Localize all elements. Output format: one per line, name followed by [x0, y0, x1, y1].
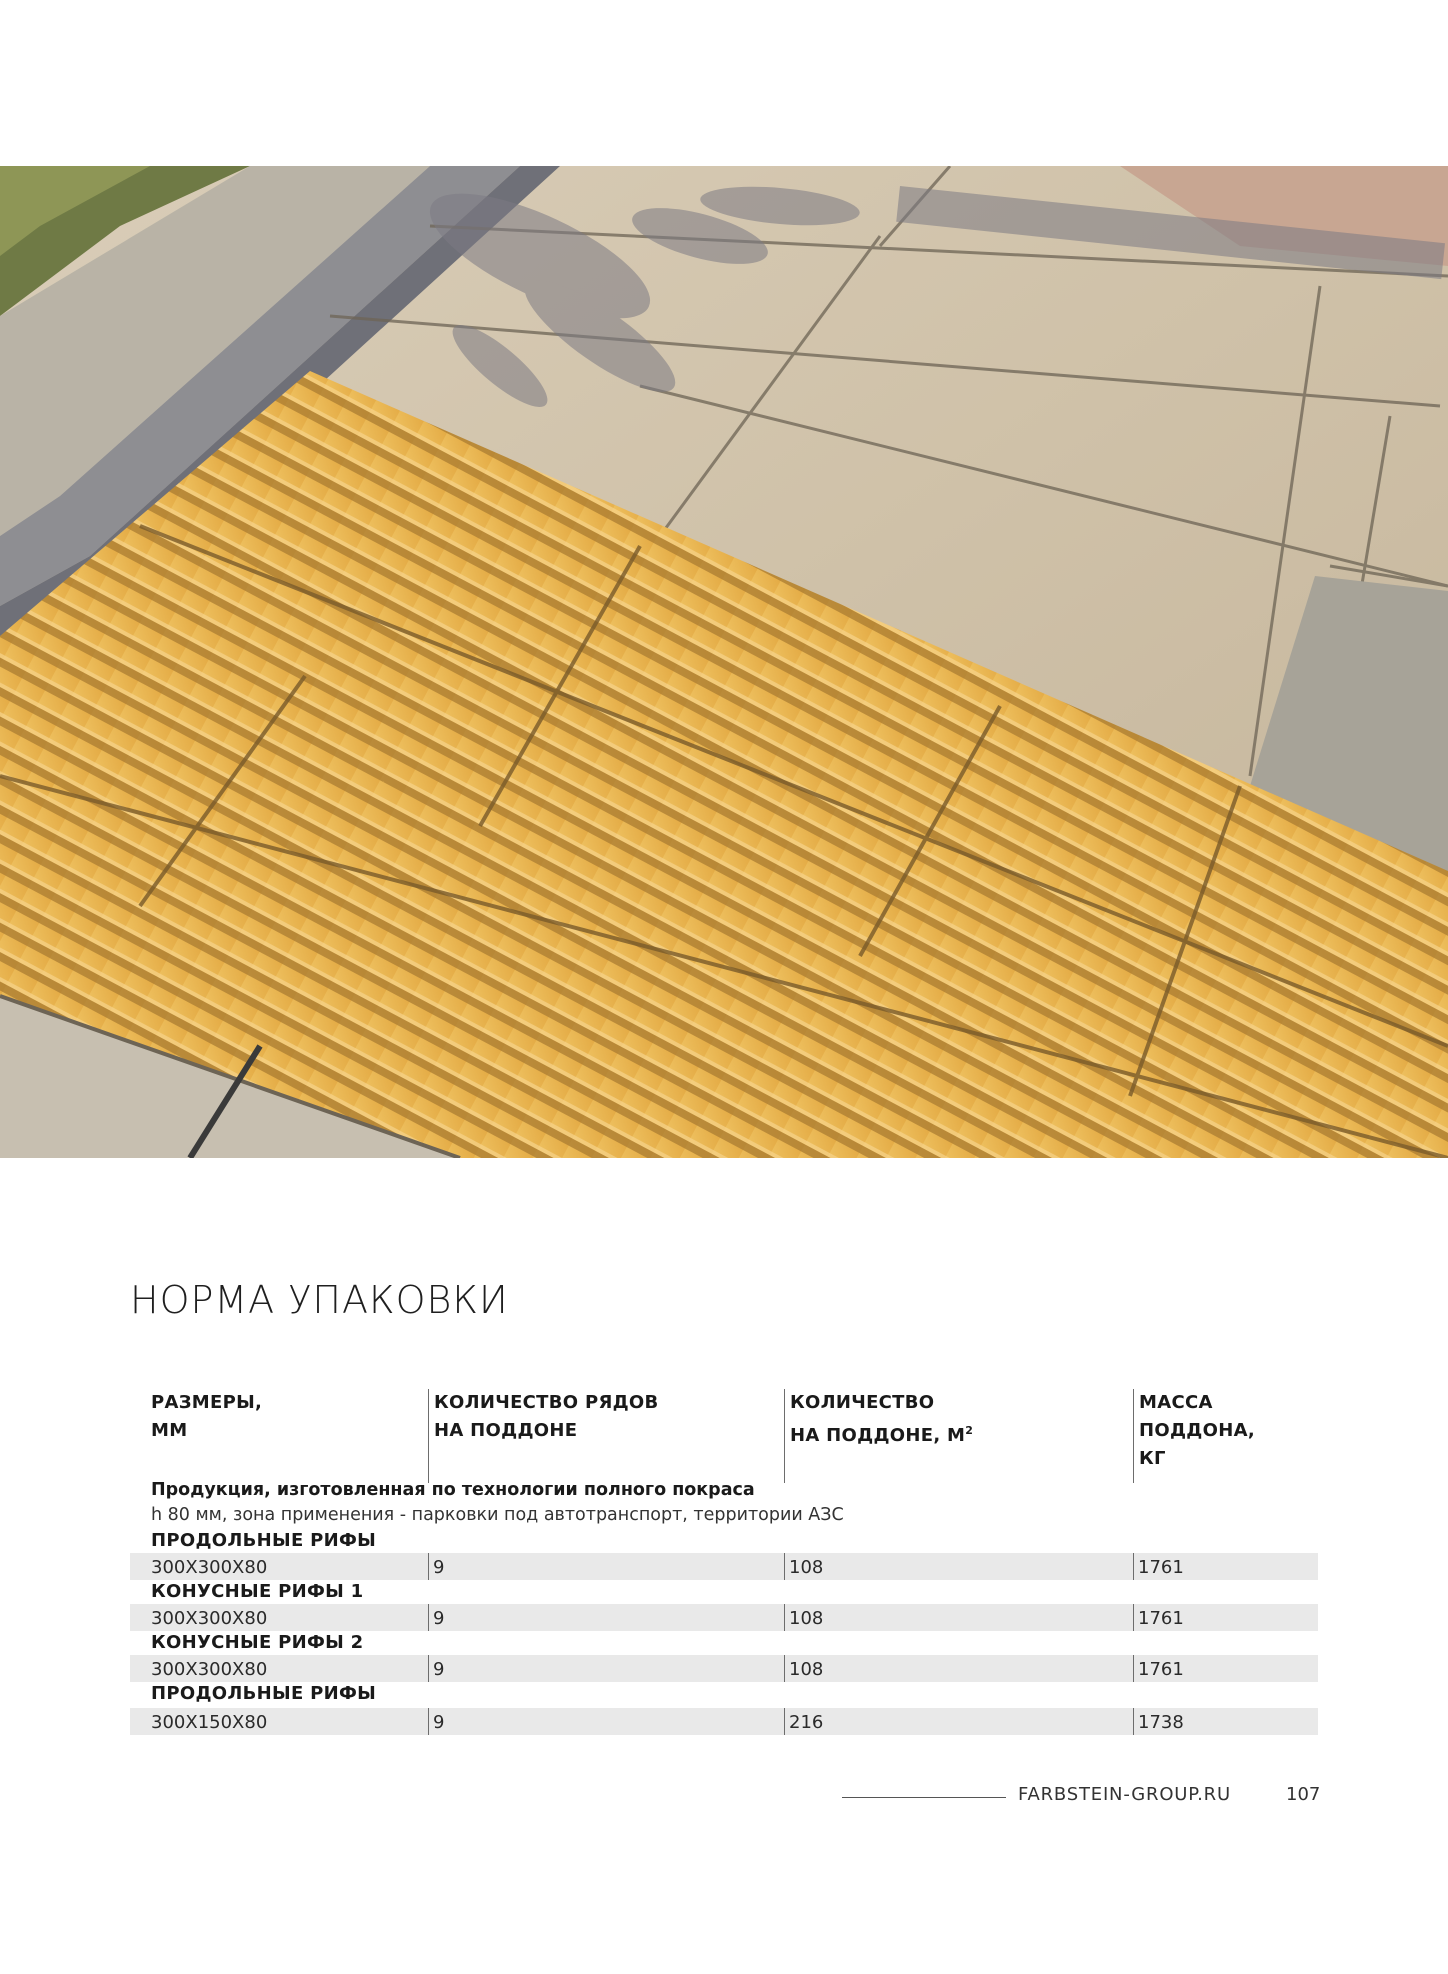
cell-size: 300Х300Х80 — [151, 1557, 268, 1578]
cell-size: 300Х150Х80 — [151, 1712, 268, 1733]
group-label: ПРОДОЛЬНЫЕ РИФЫ — [151, 1683, 377, 1704]
header-mass: МАССА ПОДДОНА, КГ — [1139, 1392, 1255, 1469]
cell-size: 300Х300Х80 — [151, 1659, 268, 1680]
table-row — [130, 1604, 1318, 1631]
cell-rows: 9 — [428, 1708, 444, 1735]
cell-mass: 1761 — [1133, 1604, 1184, 1631]
table-body — [130, 0, 1321, 1974]
header-rows: КОЛИЧЕСТВО РЯДОВ НА ПОДДОНЕ — [434, 1392, 659, 1441]
cell-quantity: 108 — [784, 1553, 823, 1580]
footer-website: FARBSTEIN-GROUP.RU — [1018, 1784, 1231, 1805]
table-row — [130, 1655, 1318, 1682]
section-title: НОРМА УПАКОВКИ — [130, 1278, 509, 1322]
table-row — [130, 1553, 1318, 1580]
cell-quantity: 108 — [784, 1604, 823, 1631]
header-size: РАЗМЕРЫ, ММ — [151, 1392, 263, 1441]
application-note: h 80 мм, зона применения - парковки под автотранспорт, территории АЗС — [151, 1505, 844, 1525]
footer-rule — [842, 1797, 1006, 1798]
cell-mass: 1738 — [1133, 1708, 1184, 1735]
cell-quantity: 216 — [784, 1708, 823, 1735]
cell-mass: 1761 — [1133, 1553, 1184, 1580]
cell-rows: 9 — [428, 1604, 444, 1631]
header-quantity: КОЛИЧЕСТВО НА ПОДДОНЕ, $М^2$ — [790, 1392, 974, 1446]
cell-rows: 9 — [428, 1655, 444, 1682]
group-label: КОНУСНЫЕ РИФЫ 2 — [151, 1632, 364, 1653]
table-row — [130, 1708, 1318, 1735]
page-number: 107 — [1286, 1784, 1321, 1805]
cell-rows: 9 — [428, 1553, 444, 1580]
cell-quantity: 108 — [784, 1655, 823, 1682]
group-label: ПРОДОЛЬНЫЕ РИФЫ — [151, 1530, 377, 1551]
group-label: КОНУСНЫЕ РИФЫ 1 — [151, 1581, 364, 1602]
cell-mass: 1761 — [1133, 1655, 1184, 1682]
technology-note: Продукция, изготовленная по технологии полного покраса — [151, 1480, 755, 1500]
cell-size: 300Х300Х80 — [151, 1608, 268, 1629]
